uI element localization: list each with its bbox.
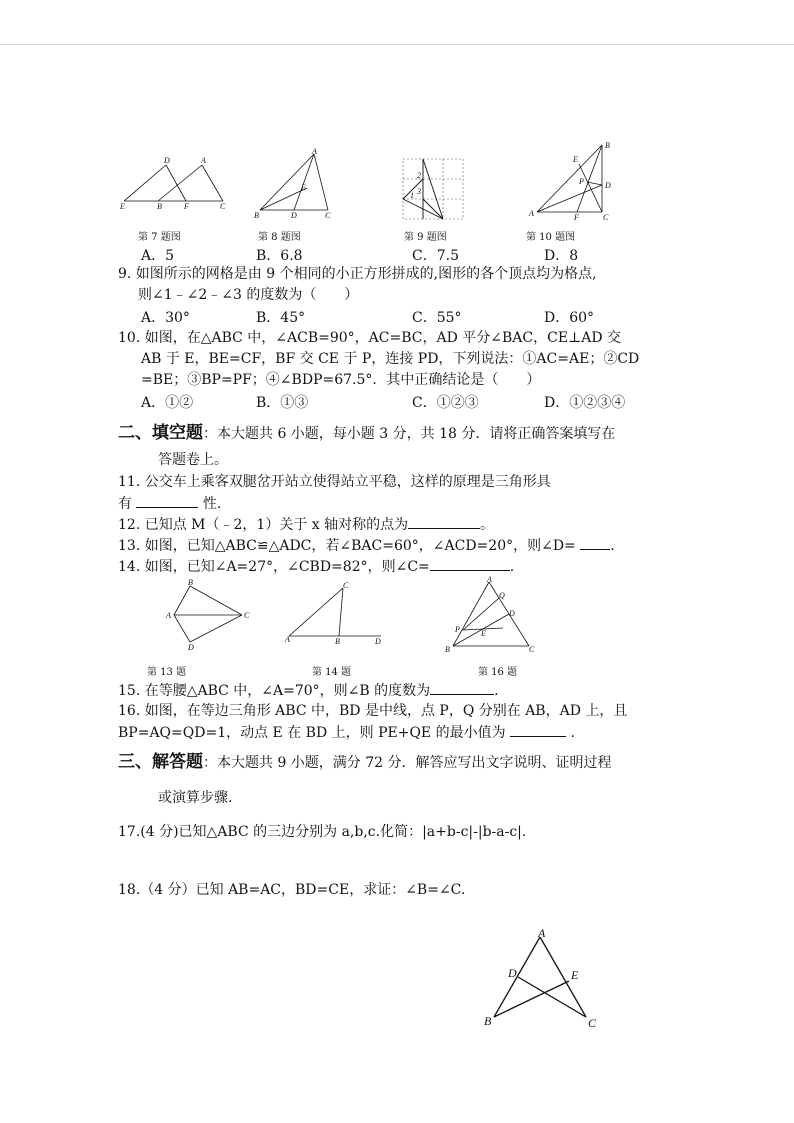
q9-option-b: B．45° <box>256 310 306 326</box>
fig9-label-2: 2 <box>417 171 421 180</box>
fig10-label-f: F <box>574 213 579 222</box>
q13-answer-blank <box>580 535 610 550</box>
section3-header <box>118 752 612 773</box>
figure-q18 <box>478 925 608 1035</box>
fig8-label-e: E <box>301 183 306 192</box>
fig16-label-c: C <box>529 645 535 654</box>
fig18-label-d: D <box>508 966 517 980</box>
top-rule <box>0 44 794 45</box>
fig18-label-a: A <box>538 926 546 940</box>
q12-end: 。 <box>480 517 495 533</box>
q16-end: . <box>570 725 575 741</box>
q11-line2-end: 性. <box>202 496 222 512</box>
figure-q8 <box>252 148 337 218</box>
q10-option-d: D．①②③④ <box>544 395 626 411</box>
fig10-label-c: C <box>603 213 609 222</box>
q11-answer-blank <box>136 493 198 508</box>
q13-end: . <box>610 538 615 554</box>
q13 <box>118 535 615 556</box>
fig14-label-c: C <box>343 581 349 590</box>
q8-option-b: B．6.8 <box>256 248 303 264</box>
fig9-label-3: 3 <box>417 187 421 196</box>
section3-title: 三、解答题 <box>118 752 203 772</box>
fig14-label-d: D <box>375 637 381 646</box>
fig7-label-d: D <box>164 156 170 165</box>
fig16-label-a: A <box>487 575 492 584</box>
fig18-label-e: E <box>571 968 579 982</box>
section2-text1: ：本大题共 6 小题，每小题 3 分，共 18 分．请将正确答案填写在 <box>203 426 616 442</box>
q8-option-d: D．8 <box>544 248 579 264</box>
q10-option-b: B．①③ <box>256 395 309 411</box>
section2-text2: 答题卷上。 <box>158 452 228 468</box>
q8-option-a: A．5 <box>141 248 175 264</box>
fig10-label-a: A <box>529 209 534 218</box>
q16-line2-text: BP=AQ=QD=1，动点 E 在 BD 上，则 PE+QE 的最小值为 <box>118 725 506 741</box>
caption-q7: 第 7 题图 <box>138 232 181 243</box>
caption-q14: 第 14 题 <box>312 667 352 678</box>
fig7-label-b: B <box>157 202 162 211</box>
fig16-label-b: B <box>445 645 450 654</box>
section2-title: 二、填空题 <box>118 423 203 443</box>
q8-option-c: C．7.5 <box>412 248 459 264</box>
fig16-label-q: Q <box>499 591 505 600</box>
section3-text2: 或演算步骤. <box>158 790 233 806</box>
q9-option-d: D．60° <box>544 310 595 326</box>
q11-line2 <box>118 493 221 514</box>
q10-option-c: C．①②③ <box>412 395 479 411</box>
q15-end: . <box>494 683 499 699</box>
q10-line1: 10. 如图，在△ABC 中，∠ACB=90°，AC=BC，AD 平分∠BAC，CE⊥AD 交 <box>118 330 622 346</box>
q9-line2: 则∠1﹣∠2﹣∠3 的度数为（ ） <box>138 287 359 303</box>
q14-text: 14. 如图，已知∠A=27°，∠CBD=82°，则∠C= <box>118 559 430 575</box>
q16-answer-blank <box>510 722 566 737</box>
fig8-label-c: C <box>325 211 331 220</box>
figure-q13 <box>160 578 255 650</box>
figure-q9 <box>402 158 464 221</box>
fig13-label-d: D <box>188 643 194 652</box>
fig14-label-b: B <box>335 637 340 646</box>
caption-q16: 第 16 题 <box>478 667 518 678</box>
caption-q8: 第 8 题图 <box>258 232 301 243</box>
q18: 18.（4 分）已知 AB=AC，BD=CE，求证：∠B=∠C. <box>118 882 466 898</box>
figure-q16 <box>443 576 538 654</box>
fig7-label-a: A <box>201 156 206 165</box>
fig16-label-e: E <box>481 629 486 638</box>
fig18-label-c: C <box>588 1016 597 1030</box>
q14-end: . <box>509 559 515 575</box>
q10-line2: AB 于 E，BE=CF，BF 交 CE 于 P，连接 PD，下列说法：①AC=AE；②CD <box>141 351 640 367</box>
fig10-label-e: E <box>573 155 578 164</box>
fig10-label-p: P <box>579 177 584 186</box>
q10-line3: =BE；③BP=PF；④∠BDP=67.5°．其中正确结论是（ ） <box>141 372 541 388</box>
fig7-label-e: E <box>120 202 125 211</box>
fig10-label-d: D <box>605 181 611 190</box>
q14-answer-blank <box>430 556 510 571</box>
fig16-label-p: P <box>455 625 460 634</box>
fig16-label-d: D <box>509 609 515 618</box>
q14 <box>118 556 514 577</box>
caption-q13: 第 13 题 <box>147 667 187 678</box>
figure-q10 <box>525 140 620 222</box>
section2-header <box>118 423 615 444</box>
q17: 17.(4 分)已知△ABC 的三边分别为 a,b,c.化简：|a+b-c|-|b-a-c|. <box>118 824 527 840</box>
caption-q10: 第 10 题图 <box>526 232 576 243</box>
q10-option-a: A．①② <box>141 395 194 411</box>
figure-q7 <box>118 155 228 210</box>
caption-q9: 第 9 题图 <box>404 232 447 243</box>
q9-line1: 9. 如图所示的网格是由 9 个相同的小正方形拼成的,图形的各个顶点均为格点, <box>118 266 597 282</box>
q11-line2-start: 有 <box>118 496 132 512</box>
fig9-label-1: 1 <box>410 191 414 200</box>
q12-text: 12. 已知点 M（﹣2，1）关于 x 轴对称的点为 <box>118 517 409 533</box>
fig7-label-c: C <box>220 202 226 211</box>
section3-text1: ：本大题共 9 小题，满分 72 分．解答应写出文字说明、证明过程 <box>203 755 612 771</box>
q16-line1: 16. 如图，在等边三角形 ABC 中，BD 是中线，点 P，Q 分别在 AB，AD 上，且 <box>118 703 628 719</box>
q15-text: 15. 在等腰△ABC 中，∠A=70°，则∠B 的度数为 <box>118 683 431 699</box>
q12-answer-blank <box>408 514 480 529</box>
q9-option-c: C．55° <box>412 310 462 326</box>
fig8-label-a: A <box>312 147 317 156</box>
fig13-label-a: A <box>166 611 171 620</box>
q12 <box>118 514 494 535</box>
fig8-label-b: B <box>254 211 259 220</box>
q13-text: 13. 如图，已知△ABC≌△ADC，若∠BAC=60°，∠ACD=20°，则∠D= <box>118 538 576 554</box>
fig7-label-f: F <box>184 202 189 211</box>
q9-option-a: A．30° <box>141 310 190 326</box>
figure-q14 <box>283 582 388 644</box>
fig18-label-b: B <box>484 1014 492 1028</box>
q11-line1: 11. 公交车上乘客双腿岔开站立使得站立平稳，这样的原理是三角形具 <box>118 474 551 490</box>
fig8-label-d: D <box>291 211 297 220</box>
fig13-label-b: B <box>188 578 193 587</box>
fig13-label-c: C <box>244 611 250 620</box>
fig10-label-b: B <box>605 141 610 150</box>
q15 <box>118 680 499 701</box>
q15-answer-blank <box>430 680 494 695</box>
q16-line2 <box>118 722 575 743</box>
fig14-label-a: A <box>285 635 290 644</box>
